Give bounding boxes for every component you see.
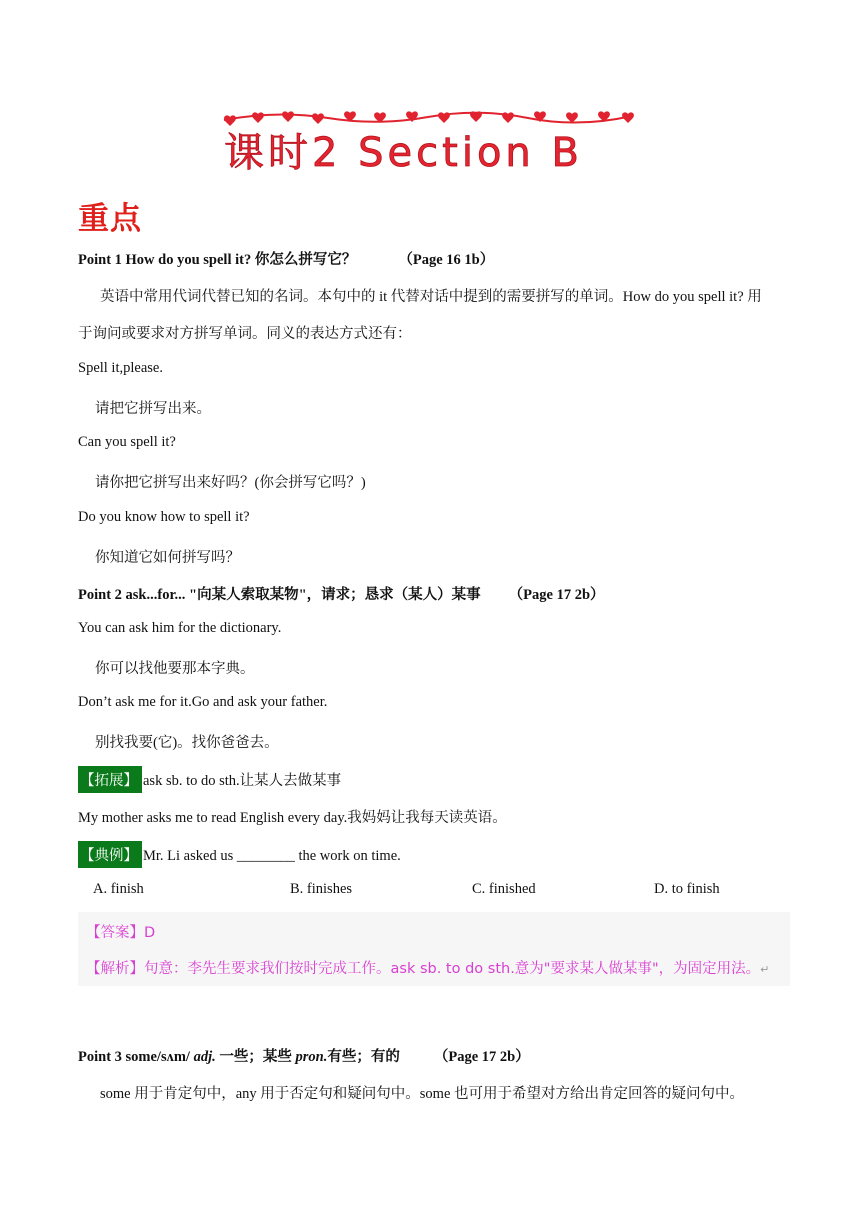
point3-title-pron: pron. (295, 1049, 328, 1065)
point2-title-text: Point 2 ask...for... "向某人索取某物"，请求；恳求（某人）某事 (78, 587, 481, 603)
paragraph-return-icon: ↵ (760, 963, 770, 976)
answer-options (0, 881, 860, 901)
point1-paragraph-line2: 于询问或要求对方拼写单词。同义的表达方式还有： (78, 326, 412, 342)
point3-title-b: 一些；某些 (215, 1049, 296, 1065)
point1-example1-zh: 请把它拼写出来。 (95, 401, 211, 417)
point3-title-adj: adj. (193, 1049, 216, 1065)
answer-analysis-box (78, 912, 790, 986)
point2-example1-en: You can ask him for the dictionary. (78, 620, 282, 636)
option-a: A. finish (93, 881, 144, 897)
point3-title-c: 有些；有的 (327, 1049, 400, 1065)
point2-extension-example: My mother asks me to read English every day.我妈妈让我每天读英语。 (78, 810, 507, 826)
point2-example1-zh: 你可以找他要那本字典。 (95, 661, 255, 677)
point2-title (78, 583, 605, 604)
answer-text: 【答案】D (86, 925, 156, 941)
point1-example3-zh: 你知道它如何拼写吗？ (95, 550, 240, 566)
point2-example2-zh: 别找我要(它)。找你爸爸去。 (95, 735, 279, 751)
section-title-banner (218, 108, 638, 180)
option-d: D. to finish (654, 881, 720, 897)
point2-extension (78, 766, 341, 793)
point3-title-a: Point 3 some/sʌm/ (78, 1049, 194, 1065)
point1-example2-en: Can you spell it? (78, 434, 176, 450)
point1-title (78, 248, 494, 269)
point2-typical-example (78, 841, 401, 868)
point1-example3-en: Do you know how to spell it? (78, 509, 250, 525)
option-c: C. finished (472, 881, 536, 897)
point1-paragraph-line1: 英语中常用代词代替已知的名词。本句中的 it 代替对话中提到的需要拼写的单词。How do you spell it? 用 (100, 289, 762, 305)
example-tag: 【典例】 (78, 841, 142, 868)
point1-example1-en: Spell it,please. (78, 360, 163, 376)
banner-title-text: 课时2 Section B (224, 130, 583, 176)
hearts-border-icon (218, 108, 638, 180)
option-b: B. finishes (290, 881, 353, 897)
point2-example2-en: Don’t ask me for it.Go and ask your father. (78, 694, 328, 710)
example-question-text: Mr. Li asked us ________ the work on time. (143, 848, 401, 864)
point3-page-ref: （Page 17 2b） (433, 1049, 530, 1065)
extension-text: ask sb. to do sth.让某人去做某事 (143, 773, 342, 789)
extension-tag: 【拓展】 (78, 766, 142, 793)
analysis-text (86, 957, 769, 978)
point1-example2-zh: 请你把它拼写出来好吗？(你会拼写它吗？) (95, 475, 366, 491)
point3-title (78, 1045, 530, 1066)
page-heading: 重点 (78, 201, 142, 237)
analysis-content: 【解析】句意：李先生要求我们按时完成工作。ask sb. to do sth.意为"要求某人做某事"，为固定用法。 (86, 961, 761, 977)
point3-paragraph: some 用于肯定句中，any 用于否定句和疑问句中。some 也可用于希望对方给出肯定回答的疑问句中。 (100, 1086, 745, 1102)
point2-page-ref: （Page 17 2b） (508, 587, 605, 603)
point1-title-text: Point 1 How do you spell it? 你怎么拼写它？ (78, 252, 357, 268)
point1-page-ref: （Page 16 1b） (398, 252, 495, 268)
